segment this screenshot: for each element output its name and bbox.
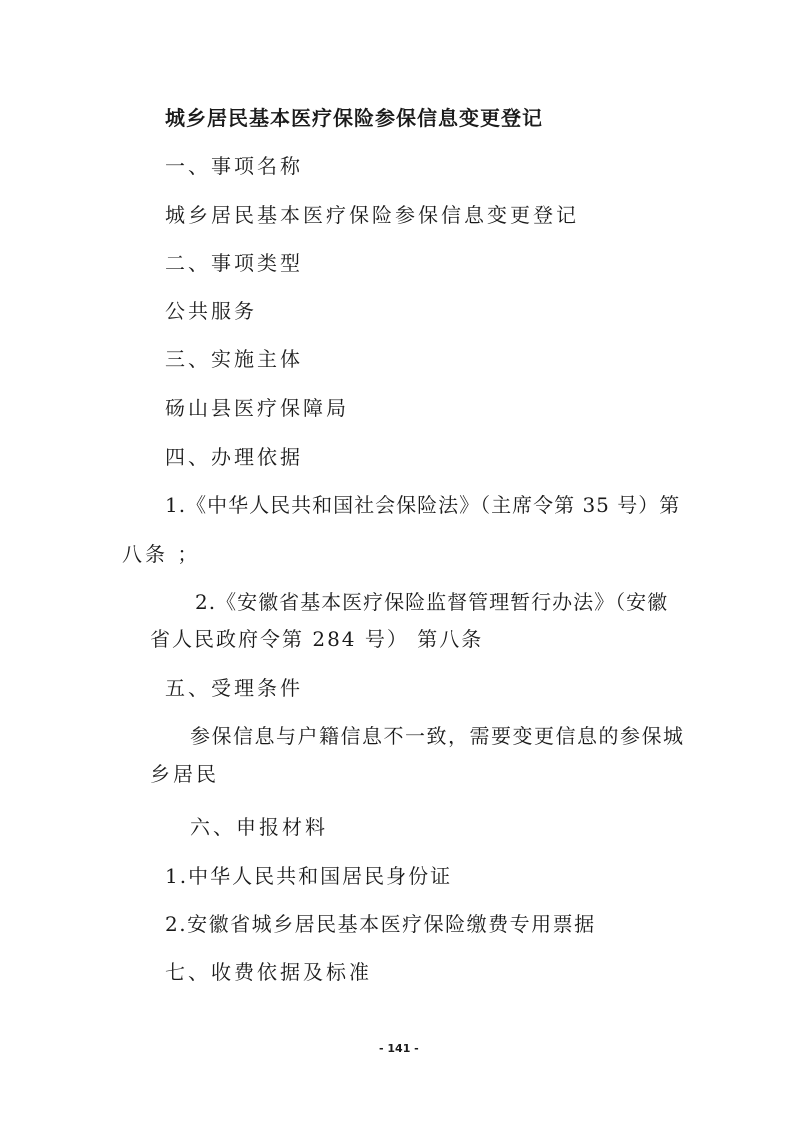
section-4-heading: 四、办理依据 — [165, 445, 303, 469]
section-6-item-1: 1.中华人民共和国居民身份证 — [165, 864, 453, 888]
section-4-item-2-line-1: 2.《安徽省基本医疗保险监督管理暂行办法》（安徽 — [195, 590, 669, 614]
document-title: 城乡居民基本医疗保险参保信息变更登记 — [165, 106, 543, 130]
section-6-heading: 六、申报材料 — [190, 815, 328, 839]
section-4-item-1-line-1: 1.《中华人民共和国社会保险法》（主席令第 35 号）第 — [165, 493, 681, 517]
section-1-heading: 一、事项名称 — [165, 154, 303, 178]
section-3-heading: 三、实施主体 — [165, 347, 303, 371]
page-number: - 141 - — [379, 1042, 419, 1055]
section-5-body-line-1: 参保信息与户籍信息不一致，需要变更信息的参保城 — [190, 724, 685, 748]
section-1-body: 城乡居民基本医疗保险参保信息变更登记 — [165, 203, 579, 227]
section-5-heading: 五、受理条件 — [165, 676, 303, 700]
section-4-item-1-line-2: 八条 ； — [122, 542, 201, 566]
section-7-heading: 七、收费依据及标准 — [165, 960, 372, 984]
section-4-item-2-line-2: 省人民政府令第 284 号） 第八条 — [150, 627, 484, 651]
section-6-item-2: 2.安徽省城乡居民基本医疗保险缴费专用票据 — [165, 912, 596, 936]
section-2-heading: 二、事项类型 — [165, 251, 303, 275]
section-2-body: 公共服务 — [165, 299, 257, 323]
section-3-body: 砀山县医疗保障局 — [165, 396, 349, 420]
section-5-body-line-2: 乡居民 — [150, 762, 219, 786]
